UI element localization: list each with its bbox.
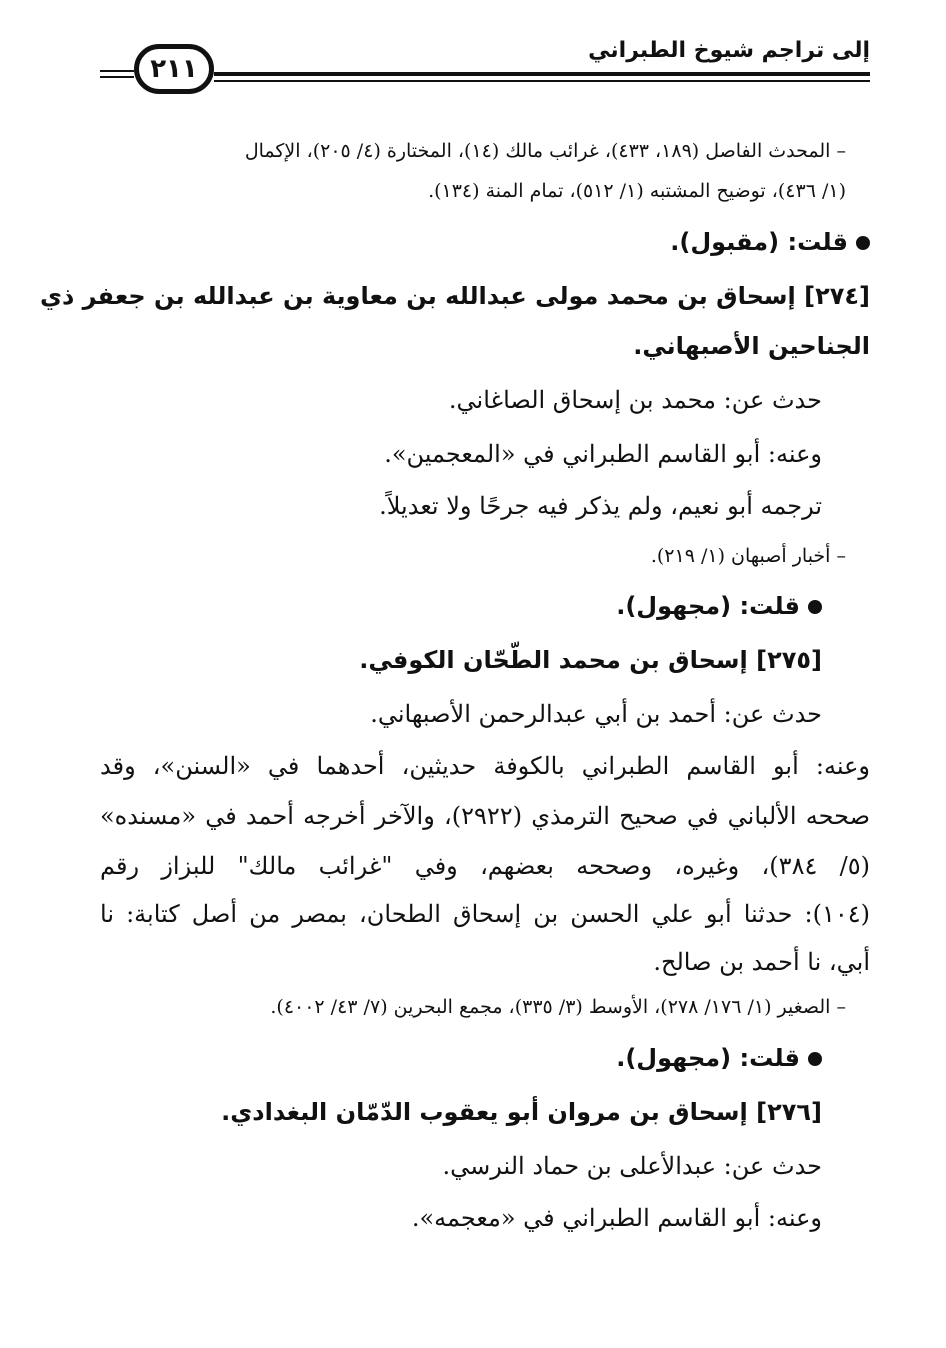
source-line: – الصغير (١/ ١٧٦/ ٢٧٨)، الأوسط (٣/ ٣٣٥)، مجمع البحرين (٧/ ٤٣/ ٤٠٠٢). xyxy=(270,996,846,1018)
source-line: – أخبار أصبهان (١/ ٢١٩). xyxy=(650,545,846,567)
narrated-by: وعنه: أبو القاسم الطبراني في «معجمه». xyxy=(411,1204,822,1232)
paragraph-line: أبي، نا أحمد بن صالح. xyxy=(653,948,870,976)
verdict: قلت: (مجهول). xyxy=(616,592,822,620)
paragraph-line: (١٠٤): حدثنا أبو علي الحسن بن إسحاق الطحان، بمصر من أصل كتابة: نا xyxy=(100,900,870,928)
verdict: قلت: (مجهول). xyxy=(616,1044,822,1072)
header-rule-left-top xyxy=(100,70,134,72)
biography-note: ترجمه أبو نعيم، ولم يذكر فيه جرحًا ولا تعديلاً. xyxy=(379,492,822,520)
entry-heading: [٢٧٥] إسحاق بن محمد الطّحّان الكوفي. xyxy=(359,646,822,674)
header-rule-right-bottom xyxy=(214,80,870,82)
paragraph-line: صححه الألباني في صحيح الترمذي (٢٩٢٢)، والآخر أخرجه أحمد في «مسنده» xyxy=(100,802,870,830)
header-rule-left-bottom xyxy=(100,76,134,78)
paragraph-line: وعنه: أبو القاسم الطبراني بالكوفة حديثين، أحدهما في «السنن»، وقد xyxy=(100,752,870,780)
narrated-by: وعنه: أبو القاسم الطبراني في «المعجمين». xyxy=(384,440,822,468)
verdict: قلت: (مقبول). xyxy=(670,228,870,256)
narrated-from: حدث عن: محمد بن إسحاق الصاغاني. xyxy=(448,386,822,414)
page-number-badge xyxy=(134,44,214,94)
header-rule-right-top xyxy=(214,72,870,76)
source-line: – المحدث الفاصل (١٨٩، ٤٣٣)، غرائب مالك (١٤)، المختارة (٤/ ٢٠٥)، الإكمال xyxy=(244,140,846,162)
narrated-from: حدث عن: أحمد بن أبي عبدالرحمن الأصبهاني. xyxy=(370,700,822,728)
entry-heading: [٢٧٤] إسحاق بن محمد مولى عبدالله بن معاوية بن عبدالله بن جعفر ذي xyxy=(39,282,870,310)
bullet-icon xyxy=(856,236,870,250)
paragraph-line: (٥/ ٣٨٤)، وغيره، وصححه بعضهم، وفي "غرائب مالك" للبزاز رقم xyxy=(100,852,870,880)
source-line: (١/ ٤٣٦)، توضيح المشتبه (١/ ٥١٢)، تمام المنة (١٣٤). xyxy=(428,180,846,202)
bullet-icon xyxy=(808,1052,822,1066)
page-number: ٢١١ xyxy=(150,54,198,84)
entry-heading: [٢٧٦] إسحاق بن مروان أبو يعقوب الدّمّان البغدادي. xyxy=(221,1098,822,1126)
narrated-from: حدث عن: عبدالأعلى بن حماد النرسي. xyxy=(442,1152,822,1180)
entry-heading: الجناحين الأصبهاني. xyxy=(633,332,870,360)
running-title: إلى تراجم شيوخ الطبراني xyxy=(588,38,870,63)
bullet-icon xyxy=(808,600,822,614)
